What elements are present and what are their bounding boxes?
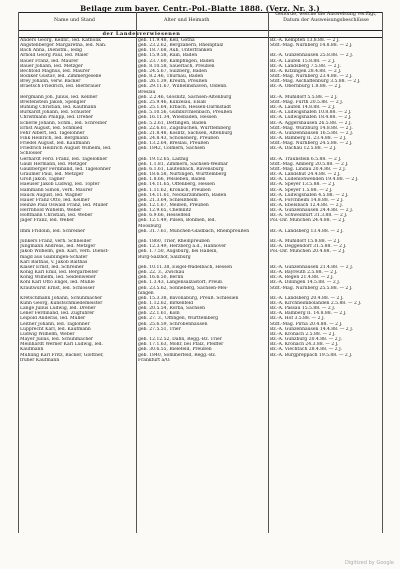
origin-cell: geb. 16.6.50, Berlin bbox=[138, 275, 184, 281]
origin-cell: geb. 11.9.48, Kell, Gotha bbox=[138, 38, 195, 43]
name-cell: Haeuser Jakob Ludwig, led. Töpfer bbox=[20, 182, 100, 188]
authority-cell: Stdt.-Mag. Lindau 20.4.88. — 2 J. bbox=[270, 166, 346, 172]
origin-cell: geb. 13.2.64, Breslau, Preußen bbox=[138, 141, 209, 147]
name-cell: Kaufmann bbox=[20, 347, 44, 353]
name-cell: Eckerle Johann, Schm., led. Schreiner bbox=[20, 120, 108, 126]
name-cell: Fink Heinrich, led. Bergmann bbox=[20, 135, 89, 141]
authority-cell: Bz.-A. Bamberg II. 23.4.88. — 2 J. bbox=[270, 135, 347, 141]
name-cell: Imm Fridolin, led. Schreiner bbox=[20, 228, 85, 234]
name-cell: Jakob Wilhelm, geb. Karl, verh. Dienst- bbox=[20, 249, 109, 255]
origin-cell: geb. 26.1.39, Kreuth, Preußen bbox=[138, 79, 208, 85]
origin-cell: geb. 14.11.65, Offenberg, Hessen bbox=[138, 182, 215, 188]
name-cell: Jäger Franz, led. Weber bbox=[20, 218, 75, 224]
origin-cell: Moosburg bbox=[138, 223, 162, 229]
authority-cell: Bz.-A. Bamberg II. 14.8.88. — 2 J. bbox=[270, 311, 347, 317]
authority-cell: Bz.-A. Aggershausen 26.5.88. — 2 J. bbox=[270, 120, 352, 126]
origin-cell: geb. 15.9.58, Rain, Baden bbox=[138, 53, 198, 59]
origin-cell: geb. 21.3.64, Schleißheim bbox=[138, 197, 198, 203]
origin-cell: geb. 12.3.49, Herzberg a.d., Hannover bbox=[138, 244, 227, 250]
name-cell: Friedel August, led. Kaufmann bbox=[20, 141, 90, 147]
column-headers bbox=[18, 12, 382, 30]
name-cell: Leipold Anderas, led. Müller bbox=[20, 316, 86, 322]
name-cell: früher Kaufmann bbox=[20, 357, 60, 363]
name-cell: Kläser Ernst, led. Schreiner bbox=[20, 264, 84, 270]
origin-cell: geb. 1.7.50, Augsburg, bei Hallein, bbox=[138, 249, 218, 255]
authority-cell: Bz.-A. Kempten 13.8.88. — 2 J. bbox=[270, 38, 340, 43]
name-cell: Mühling Karl Fritz, Bäcker, Glöttner, bbox=[20, 352, 104, 358]
authority-cell: Bz.-A. Lüdenlohwenden 19.4.88. — 2 J. bbox=[270, 177, 359, 183]
authority-cell: Bz.-A. Mühldorf 15.8.88. — 2 J. bbox=[270, 239, 341, 245]
section-label: der Landesverwiesenen bbox=[102, 31, 181, 37]
name-cell: Gerhardt Ferd. Franz, led. Tagelöhner bbox=[20, 156, 108, 162]
name-cell: Karl Balthas, v. Jakob Balthas bbox=[20, 259, 88, 265]
authority-cell: Bz.-A. Speyer 13.5.88. — 2 J. bbox=[270, 182, 336, 188]
name-cell: Braetsch Friedrich, led. Bierbrauer bbox=[20, 84, 101, 90]
origin-cell: geb. 6.1.61, Lautenbach, Ravensburg bbox=[138, 166, 224, 172]
authority-cell: Stdt.-Mag. Fürth 20.5.88. — 2 J. bbox=[270, 99, 344, 105]
origin-cell: geb. 12.1.49, Pilsen, Böhmen, led. bbox=[138, 218, 216, 224]
origin-cell: geb. 5.2.61, Dettingen, Baden bbox=[138, 120, 207, 126]
origin-cell: geb. 25.9.46, Künzelau, Elsaß bbox=[138, 99, 207, 105]
authority-cell: Bz.-A. Gunzenhausen 16.5.88. — 2 J. bbox=[270, 130, 353, 136]
authority-cell: Bz.-A. Landsberg 7.5.88. — 2 J. bbox=[270, 63, 341, 69]
origin-cell: geb. 18.6.58, Nürtingen, Württemberg bbox=[138, 172, 227, 178]
origin-cell: geb. 14.11.61, Neckarzimmern, Baden bbox=[138, 192, 227, 198]
origin-cell: geb. 30.6.55, Bielefeld, Preußen bbox=[138, 347, 212, 353]
name-cell: Burkardt Johann, led. Schuster bbox=[20, 110, 91, 116]
name-cell: Jünkers Franz, verh. Schneider bbox=[20, 239, 92, 245]
origin-cell: geb. 23.5.62, Sonneberg, Sachsen-Mei- bbox=[138, 285, 228, 291]
name-cell: Lener Ferdinand, led. Zugführer bbox=[20, 311, 95, 317]
name-cell: Kohl Karl Otto Engel, led. Mühle bbox=[20, 280, 95, 286]
name-cell: Fehr Albert, led. Tagelöhner bbox=[20, 130, 85, 136]
authority-cell: Stdt.-Mag. Nürnberg 24.5.88. — 2 J. bbox=[270, 141, 353, 147]
authority-cell: Bz.-A. Laufen 14.8.88. — 2 J. bbox=[270, 105, 336, 111]
name-cell: Heinze Paul Oswald Franz, led. Müller bbox=[20, 203, 109, 208]
origin-cell: geb. 23.2.62, Bergzabern, Rheinpfalz bbox=[138, 43, 224, 49]
authority-cell: Pol.-Dir. München 24.4.88. — 2 J. bbox=[270, 218, 346, 224]
origin-cell: Burg-Salzhof, Salzburg bbox=[138, 254, 191, 260]
authority-cell: Bz.-A. Dachau 12.5.88. — 2 J. bbox=[270, 146, 337, 152]
origin-cell: geb. 24.8.43, Schöneberg, Preußen bbox=[138, 135, 219, 141]
origin-cell: geb. 29.11.67, Wilhelmshaven, Oldenb. bbox=[138, 84, 228, 90]
name-cell: Friedrich Heinrich August Wilhelm, led. bbox=[20, 146, 112, 152]
authority-cell: Bz.-A. Deggendorf 31.5.88. — 2 J. bbox=[270, 244, 347, 250]
origin-cell: geb. 2.2.46, Glösnitz, Sachsen-Altenburg bbox=[138, 94, 232, 100]
name-cell: Christmann Philipp, led. Dreher bbox=[20, 115, 94, 121]
authority-cell: Bz.-A. Hof 3.5.88. — 2 J. bbox=[270, 316, 325, 322]
name-cell: Krautwurst Ernst, led. Schlosser bbox=[20, 285, 95, 291]
authority-cell: Bz.-A. Schweinfurt 31.3.88. — 2 J. bbox=[270, 213, 348, 219]
origin-cell: geb. 25.1.64, Erbach, Hessen-Darmstadt bbox=[138, 105, 232, 111]
name-cell: Breitenstein Jakob, Spengler bbox=[20, 99, 86, 105]
origin-cell: geb. 31.7.61, München-Gladbach, Rheinpreußen bbox=[138, 228, 250, 234]
authority-cell: Bz.-A. Kirchheimbolanden 2.5.88. — 2 J. bbox=[270, 300, 362, 306]
origin-cell: geb. 1860, Trier, Rheinpreußen bbox=[138, 239, 210, 245]
origin-cell: geb. 23.7.60, Kämpfingen, Baden bbox=[138, 58, 215, 64]
authority-cell: Bz.-A. Gunzenhausen 21.4.88. — 2 J. bbox=[270, 264, 353, 270]
origin-cell: geb. 5.10.56, Gumbirchlenbach, Preußen bbox=[138, 110, 233, 116]
column-header-age: Alter und Heimath bbox=[164, 18, 210, 23]
name-cell: König Karl Emil, led. Bergarbeiter bbox=[20, 270, 99, 276]
column-divider bbox=[382, 12, 383, 533]
name-cell: Herrnhold Wilhelm, Weber bbox=[20, 208, 82, 214]
name-cell: Graumer Paul, led. Metzger bbox=[20, 172, 84, 178]
origin-cell: geb. 27. 3., Offingen, Württemberg bbox=[138, 316, 219, 322]
name-cell: Anders Georg, Kellnr., led. Katholik bbox=[20, 38, 101, 43]
origin-cell: geb. 27.5.51, Trier bbox=[138, 326, 181, 332]
origin-cell: geb. 17.1.63, Mohr, bei Pfalz, Pfeiffer bbox=[138, 342, 224, 348]
origin-cell: geb. 16.11.34, Wiesbaden, Hessen bbox=[138, 115, 217, 121]
origin-cell: geb. 20.5.54, Rörba, Sachsen bbox=[138, 306, 206, 312]
authority-cell: Bz.-A. Kitzingen 28.4.88. — 2 J. bbox=[270, 68, 342, 74]
authority-cell: Stdt.-Mag. Nürnberg 25.5.88. — 2 J. bbox=[270, 285, 353, 291]
origin-cell: Frankfurt a/O. bbox=[138, 357, 171, 363]
name-cell: Leitner Johann, led. Taglöhner bbox=[20, 321, 90, 327]
origin-cell: geb. 1840, Sommerfeld, Regg.-Bz. bbox=[138, 352, 217, 358]
authority-cell: Stdt.-Mag. Pirna 20.4.88. — 2 J. bbox=[270, 321, 343, 327]
authority-cell: Bz.-A. Landshut 24.4.88. — 2 J. bbox=[270, 172, 341, 178]
name-cell: Ernst August, led. Schmied bbox=[20, 125, 83, 131]
authority-cell: Stdt.-Mag. Nürnberg 23.4.88. — 2 J. bbox=[270, 74, 353, 80]
name-cell: magd aus Gaiblingen-Schäfer bbox=[20, 254, 88, 260]
authority-cell: Bz.-A. Passau 15.5.88. — 2 J. bbox=[270, 306, 336, 312]
origin-cell: geb. 8.10.58, Sauerlach, Preußen bbox=[138, 63, 215, 69]
authority-cell: Bz.-A. Speyer 1.5.88. — 2 J. bbox=[270, 187, 333, 193]
authority-cell: Bz.-A. Gunzenhausen 24.4.88. — 2 J. bbox=[270, 208, 353, 214]
name-cell: Brey Johann, verw. Bäcker bbox=[20, 79, 81, 85]
authority-cell: Stdt.-Mag. Nürnberg 14.8.88. — 2 J. bbox=[270, 43, 353, 49]
origin-cell: geb. 15.3.38, Bavonaburg, Preuß. Schlesien bbox=[138, 295, 239, 301]
column-header-name: Name und Stand bbox=[54, 18, 95, 23]
origin-cell: geb. 19.12.65, Laithig bbox=[138, 156, 189, 162]
name-cell: Hauer Franz Otto, led. Kellner bbox=[20, 197, 90, 203]
authority-cell: Bz.-A. Kronach 2.5.88. — 2 J. bbox=[270, 331, 336, 337]
name-cell: Bergmann Joh. Julius, led. Kellner bbox=[20, 94, 98, 100]
name-cell: Jungmann Andreas, led. Metzger bbox=[20, 244, 96, 250]
origin-cell: ningen bbox=[138, 290, 154, 296]
origin-cell: geb. 22.1.61, Köln bbox=[138, 311, 180, 317]
origin-cell: geb. 1842, Cölmern, Sachsen bbox=[138, 146, 206, 152]
authority-cell: Stdt.-Mag. Würzburg 14.8.88. — 2 J. bbox=[270, 125, 353, 131]
authority-cell: Bz.-A. Forchheim 14.8.88. — 2 J. bbox=[270, 197, 344, 203]
authority-cell: Bz.-A. Ebelsbach 12.4.88. — 2 J. bbox=[270, 203, 343, 208]
origin-cell: geb. 18.7.68, Aub, Unterfranken bbox=[138, 48, 213, 54]
origin-cell: geb. 1.1.81, Zimmern, Sachsen-Weimar bbox=[138, 161, 228, 167]
authority-cell: Bz.-A. Ludwigshafen 10.8.88. — 2 J. bbox=[270, 110, 352, 116]
name-cell: Bühling Christian, led. Kaufmann bbox=[20, 105, 97, 111]
register-table bbox=[18, 38, 382, 363]
name-cell: Gauß Hermann, led. Metzger bbox=[20, 161, 87, 167]
authority-cell: Bz.-A. Traunstein 6.5.88. — 2 J. bbox=[270, 156, 342, 162]
name-cell: Gaußberger Ferdinand, led. Tagelöhner bbox=[20, 166, 111, 172]
origin-cell: geb. 1.11.62, Kronach, Preußen bbox=[138, 187, 211, 193]
name-cell: Bauer Johann, led. Metzger bbox=[20, 63, 83, 69]
authority-cell: Pol.-Dir. München 20.4.88. — 2 J. bbox=[270, 249, 346, 255]
origin-cell: geb. 24.5.67, Sulzberg, Baden bbox=[138, 68, 207, 74]
authority-cell: Bz.-A. Regen 21.4.88. — 2 J. bbox=[270, 275, 334, 281]
name-cell: Mayer Julius, led. Schuhmacher bbox=[20, 337, 94, 343]
authority-cell: Bz.-A. Landsberg 20.4.88. — 2 J. bbox=[270, 295, 344, 301]
name-cell: Arnold Georg Paul, led. Maler bbox=[20, 53, 89, 59]
watermark: Digitized by Google bbox=[345, 560, 394, 566]
page-title: Beilage zum bayer. Centr.-Pol.-Blatte 1888. (Verz. Nr. 3.) bbox=[80, 4, 320, 13]
origin-cell: geb. 22. 3., Zwickau bbox=[138, 270, 185, 276]
authority-cell: Bz.-A. Landsberg 13.4.88. — 2 J. bbox=[270, 228, 344, 234]
origin-cell: geb. 1.12.62, Birkenfeld bbox=[138, 300, 194, 306]
name-cell: Hammann Simon, verh. Maurer bbox=[20, 187, 93, 193]
name-cell: Hauck August, led. Wagner bbox=[20, 192, 83, 198]
table-row bbox=[18, 358, 382, 363]
name-cell: Bauer Franz, led. Maurer bbox=[20, 58, 79, 64]
origin-cell: geb. 12.1.67, Meißen, Preußen bbox=[138, 203, 209, 208]
authority-cell: Bz.-A. Bayreuth 2.5.88. — 2 J. bbox=[270, 270, 338, 276]
name-cell: Bechtold Magnus, led. Maurer bbox=[20, 68, 90, 74]
authority-cell: Bz.-A. Obernburg 1.8.88. — 2 J. bbox=[270, 84, 342, 90]
name-cell: Schlosser bbox=[20, 151, 43, 157]
origin-cell: Breslau bbox=[138, 89, 156, 95]
authority-cell: Bz.-A. Laufen 15.8.88. — 2 J. bbox=[270, 58, 336, 64]
origin-cell: geb. 12.9.65, Chemnitz bbox=[138, 208, 192, 214]
authority-cell: Bz.-A. Gunzenhausen 25.8.88. — 2 J. bbox=[270, 53, 353, 59]
authority-cell: Stdt.-Mag. Amberg 20.5.88. — 2 J. bbox=[270, 161, 349, 167]
authority-cell: Bz.-A. Ludwigshafen 4.5.88. — 2 J. bbox=[270, 192, 349, 198]
authority-cell: Bz.-A. Dillingen 14.5.88. — 2 J. bbox=[270, 280, 341, 286]
origin-cell: geb. 1.8.66, Pelsleben, Baden bbox=[138, 177, 206, 183]
name-cell: Kuhn Georg, Kunstschmiedemeister bbox=[20, 300, 103, 306]
name-cell: König Wilhelm, led. Seidenweber bbox=[20, 275, 96, 281]
origin-cell: geb. 6.9.66, Hesselfeld bbox=[138, 213, 191, 219]
origin-cell: geb. 25.6.59, Schrobenhausen bbox=[138, 321, 208, 327]
name-cell: Lüpprecht Karl, led. Kaufmann bbox=[20, 326, 91, 332]
origin-cell: geb. 8.2.46, Thurnau, Baden bbox=[138, 74, 204, 80]
name-cell: Lange Julius Ludwig, led. Dreher bbox=[20, 306, 96, 312]
authority-cell: Stdt.-Mag. Aschaffenburg 3.5.88. — 2 J. bbox=[270, 79, 361, 85]
origin-cell: geb. 1.3.43, Langensalzastorf, Preuß. bbox=[138, 280, 224, 286]
authority-cell: Bz.-A. Gunzenhausen 14.4.88. — 2 J. bbox=[270, 326, 353, 332]
column-header-authority: Gehörde, welche die Ausweisung verfügt, Datum der Ausweisungsbeschlüsse bbox=[275, 12, 377, 23]
name-cell: Angstenberger Margaretha, led. Näh. bbox=[20, 43, 107, 49]
name-cell: Kretschmann Johann, Schuhmacher bbox=[20, 295, 103, 301]
name-cell: Hoffmann Christian, led. Weber bbox=[20, 213, 93, 219]
authority-cell: Bz.-A. Viechtach 28.4.88. — 2 J. bbox=[270, 347, 342, 353]
origin-cell: geb. 12.12.52, Dahn, Regg.-Bz. Trier bbox=[138, 337, 222, 343]
name-cell: Groß Jakob, Tagner bbox=[20, 177, 65, 183]
name-cell: Bödiker Gustav, led. Zimmergeselle bbox=[20, 74, 102, 80]
origin-cell: geb. 21.8.48, Koslitz, Sachsen, Altenburg bbox=[138, 130, 233, 136]
authority-cell: Bz.-A. Mühldorf 5.5.88. — 2 J. bbox=[270, 94, 338, 100]
name-cell: Bach Anna, Dienstm., ledig bbox=[20, 48, 83, 54]
name-cell: Meinhardt Werner Karl Ludwig, led. bbox=[20, 342, 103, 348]
origin-cell: geb. 22.6.61, Zugsbuchen, Württemberg bbox=[138, 125, 231, 131]
name-cell: Ludwig Wilhelm, Weber bbox=[20, 331, 75, 337]
authority-cell: Bz.-A. Kronach 24.3.88. — 2 J. bbox=[270, 342, 339, 348]
authority-cell: Bz.-A. Ludwigshafen 18.4.88. — 2 J. bbox=[270, 115, 352, 121]
authority-cell: Bz.-A. Burgpreppach 19.5.88. — 2 J. bbox=[270, 352, 353, 358]
origin-cell: geb. 10.11.38, Eisgel-Wadelbach, Hessen bbox=[138, 264, 232, 270]
authority-cell: Bz.-A. Günzburg 20.4.88. — 2 J. bbox=[270, 337, 342, 343]
